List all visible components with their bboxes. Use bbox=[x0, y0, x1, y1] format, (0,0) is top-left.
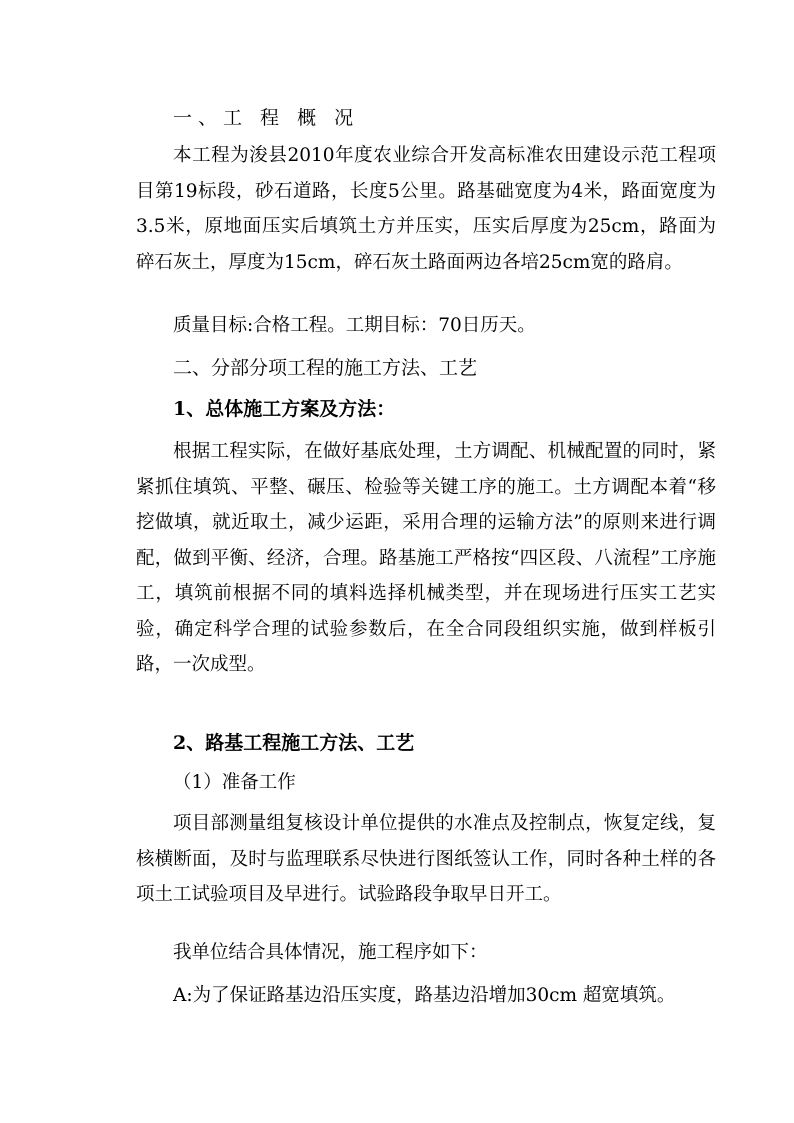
section-1-title: 一、工 程 概 况 bbox=[173, 107, 360, 129]
preparation-paragraph: 项目部测量组复核设计单位提供的水准点及控制点，恢复定线，复核横断面，及时与监理联系尽快进行图纸签认工作，同时各种土样的各项土工试验项目及早进行。试验路段争取早日开工。 bbox=[136, 813, 716, 905]
subsection-2-title: 2、路基工程施工方法、工艺 bbox=[173, 732, 415, 754]
section-2-title: 二、分部分项工程的施工方法、工艺 bbox=[173, 357, 478, 379]
subsection-1-title: 1、总体施工方案及方法： bbox=[173, 398, 396, 420]
preparation-item-title: （1）准备工作 bbox=[173, 772, 296, 793]
procedure-intro: 我单位结合具体情况，施工程序如下： bbox=[173, 942, 488, 963]
overall-plan-paragraph: 根据工程实际，在做好基底处理，土方调配、机械配置的同时，紧紧抓住填筑、平整、碾压、检验等关键工序的施工。土方调配本着“移挖做填，就近取土，减少运距，采用合理的运输方法”的原则来进行调配，做到平衡、经济，合理。路基施工严格按“四区段、八流程”工序施工，填筑前根据不同的填料选择机械类型，并在现场进行压实工艺实验，确定科学合理的试验参数后，在全合同段组织实施，做到样板引路，一次成型。 bbox=[136, 441, 716, 675]
project-overview-paragraph: 本工程为浚县2010年度农业综合开发高标准农田建设示范工程项目第19标段，砂石道路，长度5公里。路基础宽度为4米，路面宽度为3.5米，原地面压实后填筑土方并压实，压实后厚度为25cm，路面为碎石灰土，厚度为15cm，碎石灰土路面两边各培25cm宽的路肩。 bbox=[136, 145, 716, 273]
procedure-step-a: A:为了保证路基边沿压实度，路基边沿增加30cm 超宽填筑。 bbox=[173, 985, 676, 1006]
quality-schedule-targets: 质量目标:合格工程。工期目标：70日历天。 bbox=[173, 315, 536, 336]
